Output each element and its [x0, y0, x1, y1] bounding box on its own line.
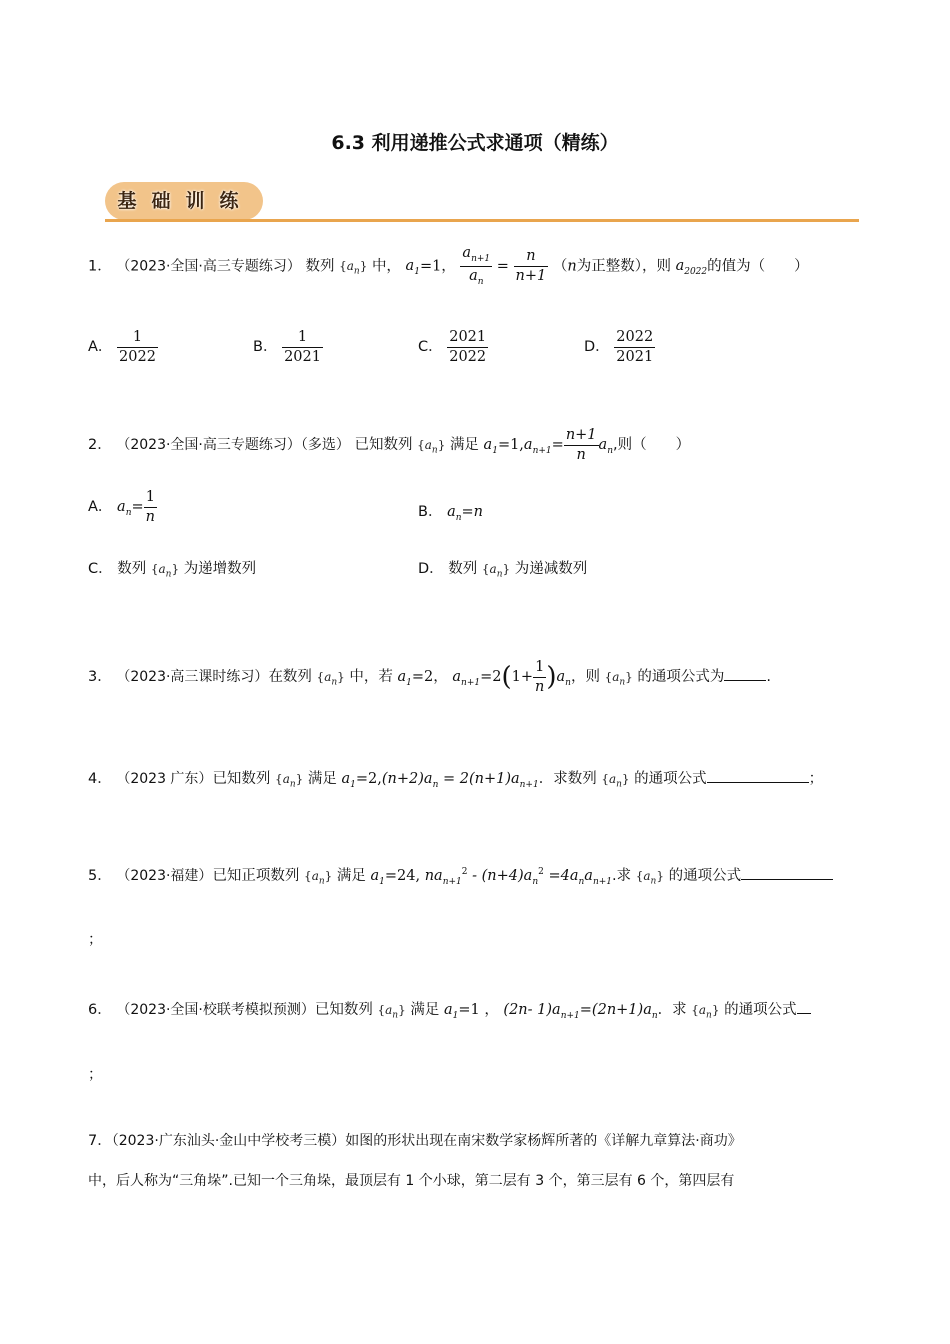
q6-seq: $\{a_n\}$	[377, 1003, 406, 1021]
q4-text: 满足	[307, 771, 337, 787]
option-seq: $\{a_n\}$	[150, 562, 180, 580]
question-7	[88, 1134, 742, 1149]
q1-rhs: $\frac{n}{n+1}$	[515, 248, 547, 284]
q3-source: （2023·高三课时练习）	[116, 669, 269, 685]
page-title: 6.3 利用递推公式求通项（精练）	[331, 132, 619, 154]
q4-an: $a_n$	[423, 771, 439, 790]
q1-text: 为正整数），则	[576, 258, 671, 275]
q5-text: 的通项公式	[668, 868, 742, 884]
q2-number: 2．	[88, 437, 112, 453]
q6-source: （2023·全国·校联考模拟预测）	[116, 1002, 315, 1018]
q6-text: 已知数列	[314, 1002, 373, 1018]
q1-text: （	[552, 258, 568, 275]
q3-paren: )	[546, 662, 557, 692]
q1-option-b[interactable]	[253, 330, 323, 364]
q2-option-d[interactable]	[418, 562, 587, 579]
q2-rhs: $a_n$	[598, 437, 613, 456]
option-label: B．	[418, 504, 443, 520]
q6-cond: =1	[458, 1002, 480, 1018]
q4-expr: (n+2)	[381, 771, 424, 787]
q6-end: ；	[88, 1067, 103, 1083]
q2-fraction: $\frac{n+1}{n}$	[565, 427, 597, 463]
q7-number: 7．	[88, 1133, 112, 1149]
q1-option-c[interactable]	[418, 330, 488, 364]
option-label: A．	[88, 339, 113, 355]
q5-seq: $\{a_n\}$	[635, 869, 664, 887]
q5-expr: - (n+4)	[472, 868, 524, 884]
q4-text: 已知数列	[212, 771, 271, 787]
q3-text: ，则	[570, 669, 600, 685]
option-expr: $a_n$	[117, 499, 132, 518]
q2-text: ,则（ ）	[612, 437, 691, 453]
q6-seq: $\{a_n\}$	[691, 1003, 720, 1021]
q5-seq: $\{a_n\}$	[304, 869, 333, 887]
q4-text: ．求数列	[538, 771, 597, 787]
question-6: 6． （2023·全国·校联考模拟预测）已知数列 $\{a_n\}$ 满足 $a_1=1$ ， (2n- $1)a_{n+1}=(2n+1)a_n$．求 $\{a_n\}$ 的通项公式	[88, 1001, 811, 1021]
option-label: C．	[418, 339, 443, 355]
q4-seq: $\{a_n\}$	[275, 772, 304, 790]
q4-number: 4．	[88, 771, 112, 787]
option-equals: =	[131, 499, 144, 515]
q3-seq: $\{a_n\}$	[316, 670, 345, 688]
q2-equals: =	[551, 437, 564, 453]
option-equals: =n	[461, 504, 484, 520]
q7-text: （2023·广东汕头·金山中学校考三模）如图的形状出现在南宋数学家杨辉所著的《详解九章算法·商功》	[111, 1133, 742, 1149]
question-4	[88, 770, 823, 790]
q4-seq: $\{a_n\}$	[601, 772, 630, 790]
q5-end: ；	[88, 932, 103, 948]
q5-text: .求	[612, 868, 632, 884]
option-label: D．	[584, 339, 610, 355]
q5-a1: $a_1$	[370, 868, 385, 887]
question-1	[88, 246, 809, 287]
section-rule	[105, 219, 859, 222]
q6-text: ，	[484, 1002, 499, 1018]
q5-number: 5．	[88, 868, 112, 884]
q6-number: 6．	[88, 1002, 112, 1018]
answer-blank[interactable]	[797, 1001, 811, 1014]
q4-an1: $a_{n+1}$	[510, 771, 539, 790]
q1-equals: =	[496, 258, 509, 275]
q2-text: 已知数列	[354, 437, 413, 453]
q5-text: 满足	[336, 868, 366, 884]
option-fraction: $\frac{1}{n}$	[145, 489, 155, 525]
q1-seq: $\{a_n\}$	[339, 259, 368, 277]
question-5: 5． （2023·福建）已知正项数列 $\{a_n\}$ 满足 $a_1=24$, $na_{n+1}^2 - (n+4)a_n^2 =4a_na_{n+1}$.求 $\{a_n\}$ 的通项公式	[88, 867, 833, 887]
q3-text: 中，若	[349, 669, 393, 685]
q2-option-a[interactable]	[88, 490, 157, 524]
banner-char: 练	[219, 190, 239, 212]
question-7-line-2	[88, 1174, 734, 1189]
q3-text: 的通项公式为	[637, 669, 725, 685]
option-seq: $\{a_n\}$	[481, 562, 511, 580]
banner-char: 训	[185, 190, 205, 212]
q6-text: 满足	[410, 1002, 440, 1018]
q3-fraction: $\frac{1}{n}$	[535, 659, 545, 695]
q3-a1: $a_1$	[397, 669, 412, 688]
banner-char: 础	[151, 190, 171, 212]
q1-a1: $a_1$	[405, 258, 420, 278]
answer-blank[interactable]	[724, 668, 766, 681]
q2-cond: =1,	[497, 437, 524, 453]
option-text: 数列	[448, 561, 478, 577]
q5-expr: =4	[548, 868, 570, 884]
q6-text: 的通项公式	[724, 1002, 797, 1018]
q3-expr: 1+	[511, 669, 534, 685]
q3-an: $a_n$	[556, 669, 571, 688]
question-2	[88, 428, 690, 462]
option-label: D．	[418, 561, 444, 577]
q3-paren: (	[501, 662, 512, 692]
option-fraction: $\frac{1}{2021}$	[284, 329, 321, 365]
q4-text: ；	[808, 771, 824, 787]
q6-a1: $a_1$	[443, 1002, 459, 1021]
q6-text: ．求	[657, 1002, 687, 1018]
q5-expr: na	[424, 868, 443, 884]
option-text: 为递增数列	[183, 561, 257, 577]
q1-option-a[interactable]	[88, 330, 158, 364]
answer-blank[interactable]	[741, 867, 833, 880]
option-expr: $a_n$	[447, 504, 462, 523]
q4-a1: $a_1$	[341, 771, 356, 790]
option-fraction: $\frac{2021}{2022}$	[449, 329, 487, 365]
q1-ratio: $\frac{a_{n+1}}{a_n}$	[462, 245, 491, 287]
q2-lhs: $a_{n+1}$	[523, 437, 552, 456]
q4-expr: =2,	[355, 771, 382, 787]
q6-expr: =(2n+1)	[579, 1002, 644, 1018]
q3-lhs: $a_{n+1}$	[452, 669, 481, 688]
q2-a1: $a_1$	[483, 437, 498, 456]
q1-cond: =1，	[419, 258, 456, 275]
q1-text: 的值为（ ）	[707, 258, 809, 275]
option-label: A．	[88, 499, 113, 515]
question-3	[88, 660, 771, 694]
q6-expr: (2n- 1)	[503, 1002, 553, 1018]
q1-text: 中，	[371, 258, 401, 275]
q5-text: 已知正项数列	[212, 868, 300, 884]
q1-n: n	[567, 258, 577, 275]
option-text: 数列	[117, 561, 147, 577]
q3-number: 3．	[88, 669, 112, 685]
q3-cond: =2，	[411, 669, 448, 685]
q4-source: （2023 广东）	[116, 771, 213, 787]
option-label: B．	[253, 339, 278, 355]
q2-text: 满足	[449, 437, 479, 453]
option-text: 为递减数列	[514, 561, 588, 577]
answer-blank[interactable]	[707, 770, 809, 783]
q1-a2022: $a_{2022}$	[675, 258, 708, 278]
q1-number: 1．	[88, 258, 112, 275]
q3-equals: =2	[480, 669, 502, 685]
option-fraction: $\frac{1}{2022}$	[119, 329, 156, 365]
option-label: C．	[88, 561, 113, 577]
q2-seq: $\{a_n\}$	[417, 438, 446, 456]
q1-option-d[interactable]	[584, 330, 655, 364]
q3-seq: $\{a_n\}$	[604, 670, 633, 688]
option-fraction: $\frac{2022}{2021}$	[616, 329, 654, 365]
q1-text: 数列	[305, 258, 335, 275]
banner-char: 基	[117, 190, 137, 212]
q1-source: （2023·全国·高三专题练习）	[116, 258, 301, 275]
q3-text: 在数列	[268, 669, 312, 685]
q5-expr: =24,	[384, 868, 421, 884]
q2-option-b[interactable]	[418, 505, 483, 523]
q2-option-c[interactable]	[88, 562, 256, 579]
q3-text: .	[766, 669, 772, 685]
q4-expr: = 2(n+1)	[442, 771, 511, 787]
q7-text: 中，后人称为“三角垛”.已知一个三角垛，最顶层有 1 个小球，第二层有 3 个，第三层有 6 个，第四层有	[88, 1173, 735, 1189]
q5-source: （2023·福建）	[116, 868, 213, 884]
q2-source: （2023·全国·高三专题练习）（多选）	[116, 437, 350, 453]
q4-text: 的通项公式	[634, 771, 707, 787]
